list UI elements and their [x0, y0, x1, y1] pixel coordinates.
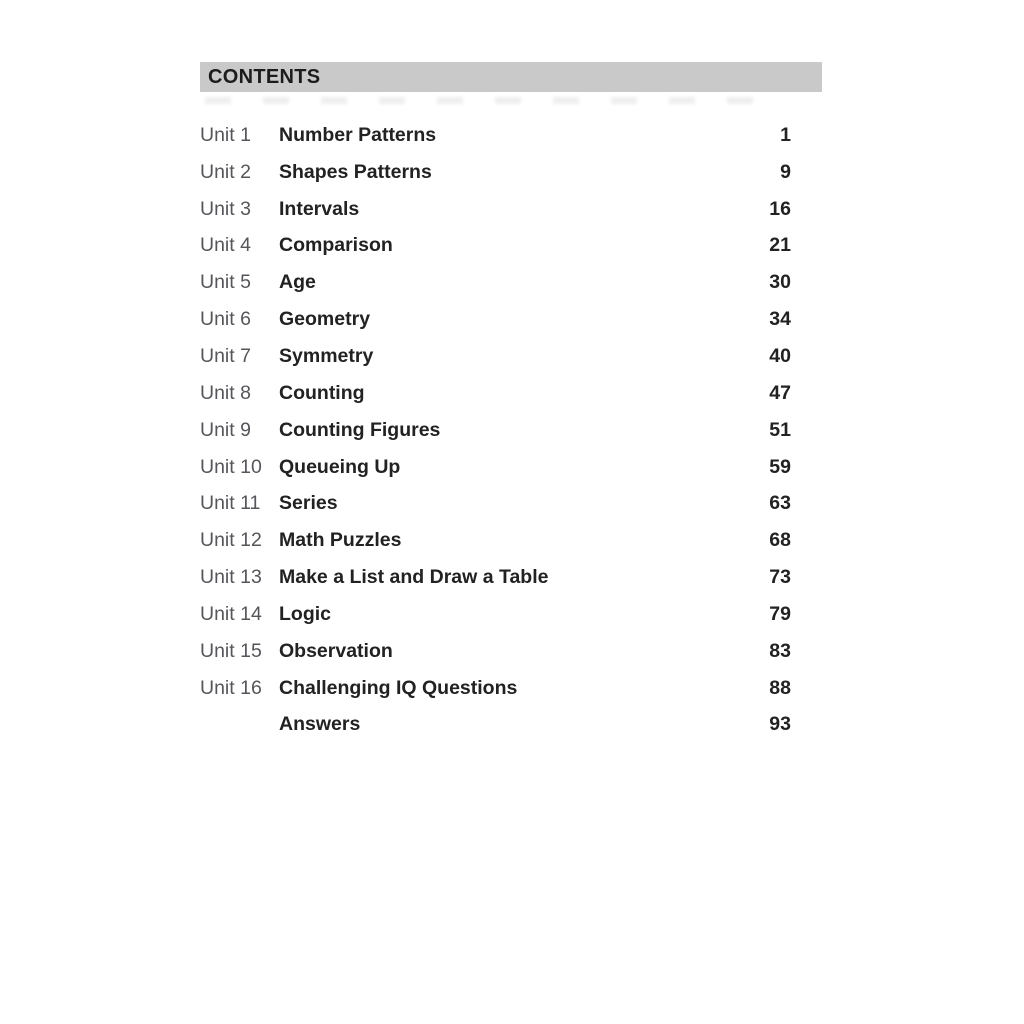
- toc-row: [200, 449, 791, 486]
- toc-row: [200, 522, 791, 559]
- page-number: 63: [769, 492, 791, 515]
- page-number: 83: [769, 639, 791, 662]
- toc-row: [200, 264, 791, 301]
- unit-label: Unit 12: [200, 529, 262, 552]
- unit-title: Make a List and Draw a Table: [279, 566, 549, 589]
- unit-label: Unit 15: [200, 639, 262, 662]
- toc-row: [200, 633, 791, 670]
- page-number: 34: [769, 308, 791, 331]
- contents-header-bar: [200, 62, 822, 92]
- unit-title: Counting Figures: [279, 418, 441, 441]
- unit-label: Unit 7: [200, 344, 251, 367]
- unit-title: Comparison: [279, 234, 393, 257]
- unit-title: Number Patterns: [279, 123, 437, 146]
- page-number: 79: [769, 602, 791, 625]
- contents-title: CONTENTS: [208, 65, 321, 88]
- unit-label: Unit 4: [200, 234, 251, 257]
- unit-label: Unit 11: [200, 492, 261, 515]
- unit-label: Unit 5: [200, 271, 251, 294]
- page-number: 73: [769, 566, 791, 589]
- unit-title: Math Puzzles: [279, 529, 402, 552]
- unit-title: Answers: [279, 713, 361, 736]
- page-number: 88: [769, 676, 791, 699]
- page-number: 47: [769, 381, 791, 404]
- page-number: 1: [780, 123, 791, 146]
- unit-title: Queueing Up: [279, 455, 401, 478]
- unit-label: Unit 2: [200, 160, 251, 183]
- unit-label: Unit 10: [200, 455, 262, 478]
- unit-title: Series: [279, 492, 338, 515]
- unit-title: Counting: [279, 381, 365, 404]
- unit-label: Unit 3: [200, 197, 251, 220]
- toc-row: [200, 670, 791, 707]
- page-number: 9: [780, 160, 791, 183]
- toc-row: [200, 191, 791, 228]
- page-number: 40: [769, 344, 791, 367]
- unit-label: Unit 6: [200, 308, 251, 331]
- unit-title: Symmetry: [279, 344, 374, 367]
- toc-row: [200, 375, 791, 412]
- unit-title: Shapes Patterns: [279, 160, 432, 183]
- toc-row: [200, 707, 791, 744]
- page-number: 59: [769, 455, 791, 478]
- unit-title: Challenging IQ Questions: [279, 676, 518, 699]
- unit-title: Geometry: [279, 308, 371, 331]
- unit-title: Observation: [279, 639, 393, 662]
- toc-row: [200, 485, 791, 522]
- unit-label: Unit 1: [200, 123, 251, 146]
- scan-artifact-band: [205, 97, 765, 104]
- unit-title: Age: [279, 271, 316, 294]
- toc-row: [200, 338, 791, 375]
- page-number: 21: [769, 234, 791, 257]
- toc-row: [200, 154, 791, 191]
- unit-title: Logic: [279, 602, 331, 625]
- toc-row: [200, 301, 791, 338]
- page-number: 16: [769, 197, 791, 220]
- unit-label: Unit 8: [200, 381, 251, 404]
- unit-label: Unit 9: [200, 418, 251, 441]
- unit-title: Intervals: [279, 197, 360, 220]
- page-number: 93: [769, 713, 791, 736]
- page-number: 68: [769, 529, 791, 552]
- page-number: 30: [769, 271, 791, 294]
- toc-row: [200, 559, 791, 596]
- unit-label: Unit 13: [200, 566, 262, 589]
- toc-row: [200, 412, 791, 449]
- page-number: 51: [769, 418, 791, 441]
- unit-label: Unit 16: [200, 676, 262, 699]
- toc-row: [200, 117, 791, 154]
- unit-label: Unit 14: [200, 602, 262, 625]
- toc-row: [200, 228, 791, 265]
- toc-row: [200, 596, 791, 633]
- table-of-contents: [200, 117, 791, 743]
